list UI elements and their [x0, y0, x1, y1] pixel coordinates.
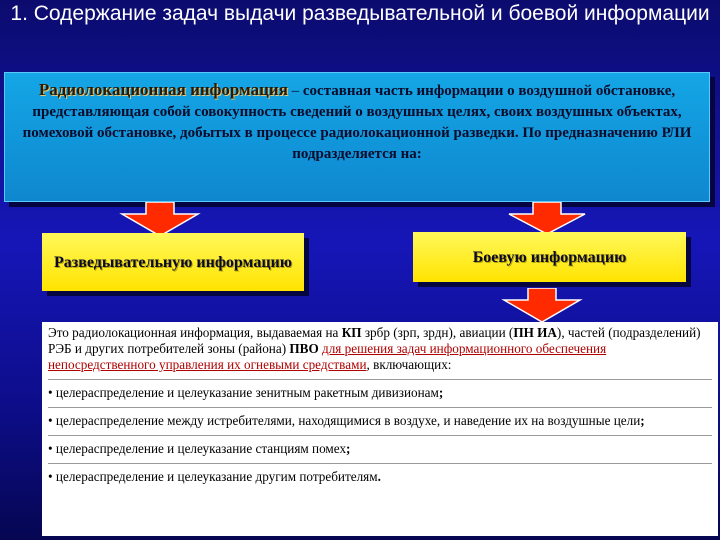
arrow-down-icon	[500, 288, 584, 324]
bullet-end: .	[377, 469, 381, 484]
recon-info-label: Разведывательную информацию	[53, 253, 292, 271]
definition-body: составная часть информации о воздушной обстановке, представляющая собой совокупность сведений о воздушных целях, своих воздушных объектах, помеховой обстановке, добытых в процессе радиолокационной разведки. По предназначению РЛИ подразделяется на:	[22, 83, 692, 162]
combat-info-label: Боевую информацию	[472, 248, 627, 266]
bullet-end: ;	[346, 441, 351, 456]
definition-dash: –	[287, 83, 303, 99]
intro-pvo: ПВО	[289, 341, 319, 356]
combat-info-description	[42, 322, 718, 536]
intro-text: Это радиолокационная информация, выдаваемая на	[48, 325, 342, 340]
arrow-down-icon	[505, 202, 589, 236]
bullet-mark: •	[48, 441, 53, 456]
bullet-mark: •	[48, 469, 53, 484]
slide-title: 1. Содержание задач выдачи разведывательной и боевой информации	[10, 2, 710, 25]
bullet-text: целераспределение между истребителями, находящимися в воздухе, и наведение их на воздушные цели	[52, 413, 641, 428]
intro-text-2: зрбр (зрп, зрдн), авиации (	[361, 325, 514, 340]
definition-term: Радиолокационная информация	[38, 80, 288, 99]
bullet-text: целераспределение и целеуказание станциям помех	[52, 441, 347, 456]
combat-info-box	[413, 232, 686, 282]
bullet-item	[48, 463, 712, 485]
intro-text-3: ), частей (подразделений) РЭБ и других потребителей зоны (района)	[48, 325, 701, 356]
bullet-item	[48, 379, 712, 401]
description-intro	[48, 325, 712, 373]
intro-highlight: для решения задач информационного обеспечения непосредственного управления их огневыми средствами	[48, 341, 607, 372]
bullet-item	[48, 407, 712, 429]
intro-pn-ia: ПН ИА	[513, 325, 557, 340]
bullet-mark: •	[48, 385, 53, 400]
bullet-end: ;	[438, 385, 444, 400]
recon-info-box	[42, 233, 304, 291]
definition-panel	[4, 72, 710, 202]
bullet-mark: •	[48, 413, 53, 428]
intro-ending: , включающих:	[366, 357, 452, 372]
bullet-text: целераспределение и целеуказание зенитным ракетным дивизионам	[52, 385, 439, 400]
bullet-text: целераспределение и целеуказание другим потребителям	[52, 469, 378, 484]
intro-kp: КП	[341, 325, 362, 340]
bullet-end: ;	[640, 413, 645, 428]
bullet-item	[48, 435, 712, 457]
